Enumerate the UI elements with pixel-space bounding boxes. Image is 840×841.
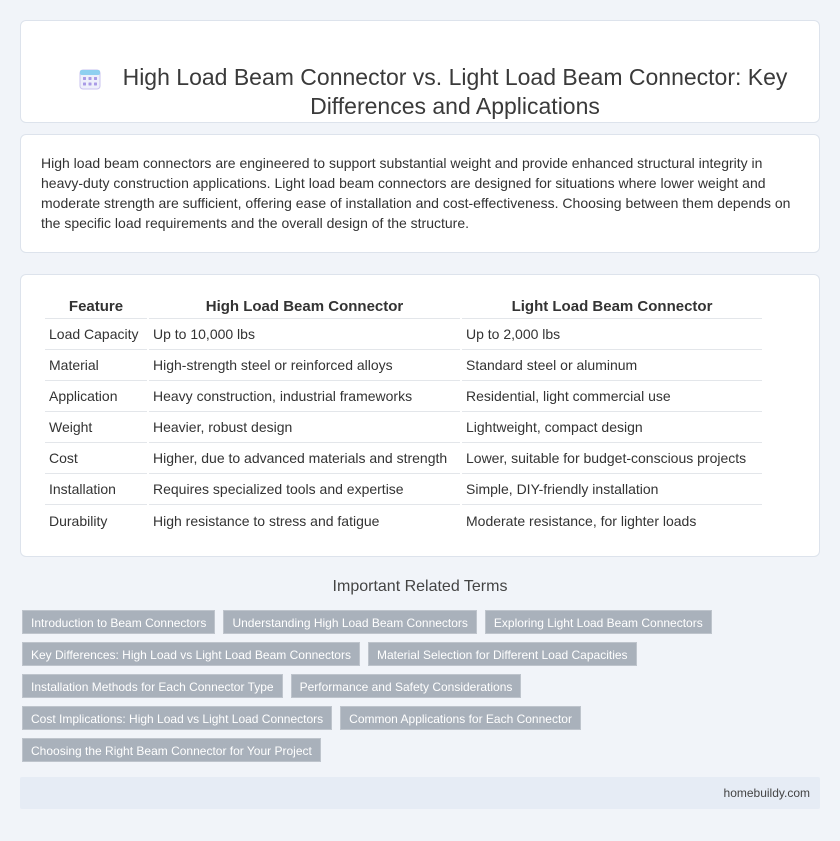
- calendar-grid-icon: [79, 68, 101, 90]
- comparison-table: [43, 295, 764, 536]
- related-term-tag[interactable]: Choosing the Right Beam Connector for Your Project: [22, 738, 321, 762]
- title-card: [20, 20, 820, 123]
- table-row: [45, 443, 762, 474]
- related-term-tag[interactable]: Common Applications for Each Connector: [340, 706, 581, 730]
- intro-paragraph: High load beam connectors are engineered to support substantial weight and provide enhanced structural integrity in heavy-duty construction applications. Light load beam connectors are designed for situations where lower weight and moderate strength are sufficient, offering ease of installation and cost-effectiveness. Choosing between them depends on the specific load requirements and the overall design of the structure.: [41, 155, 791, 231]
- light-load-cell: Residential, light commercial use: [462, 381, 762, 412]
- related-term-tag[interactable]: Material Selection for Different Load Capacities: [368, 642, 637, 666]
- header-light-load: Light Load Beam Connector: [462, 295, 762, 319]
- related-term-tag[interactable]: Exploring Light Load Beam Connectors: [485, 610, 712, 634]
- table-row: [45, 474, 762, 505]
- related-term-tag[interactable]: Understanding High Load Beam Connectors: [223, 610, 476, 634]
- light-load-cell: Lower, suitable for budget-conscious projects: [462, 443, 762, 474]
- high-load-cell: Heavier, robust design: [149, 412, 460, 443]
- related-terms-list: [22, 610, 722, 762]
- light-load-cell: Moderate resistance, for lighter loads: [466, 512, 697, 529]
- feature-cell: Load Capacity: [45, 319, 147, 350]
- light-load-cell: Lightweight, compact design: [462, 412, 762, 443]
- feature-cell: Application: [45, 381, 147, 412]
- footer: [20, 777, 820, 809]
- feature-cell: Cost: [45, 443, 147, 474]
- high-load-cell: Up to 10,000 lbs: [149, 319, 460, 350]
- feature-cell: Material: [45, 350, 147, 381]
- related-term-tag[interactable]: Cost Implications: High Load vs Light Load Connectors: [22, 706, 332, 730]
- light-load-cell: Up to 2,000 lbs: [462, 319, 762, 350]
- related-term-tag[interactable]: Key Differences: High Load vs Light Load Beam Connectors: [22, 642, 360, 666]
- header-high-load: High Load Beam Connector: [149, 295, 460, 319]
- high-load-cell: Higher, due to advanced materials and strength: [149, 443, 460, 474]
- table-row: [45, 381, 762, 412]
- page-title: High Load Beam Connector vs. Light Load Beam Connector: Key Differences and Applications: [122, 64, 788, 119]
- related-term-tag[interactable]: Installation Methods for Each Connector Type: [22, 674, 283, 698]
- table-row: [45, 505, 762, 536]
- footer-site-link[interactable]: homebuildy.com: [723, 786, 810, 800]
- light-load-cell: Simple, DIY-friendly installation: [462, 474, 762, 505]
- table-row: [45, 412, 762, 443]
- high-load-cell: Requires specialized tools and expertise: [149, 474, 460, 505]
- related-term-tag[interactable]: Performance and Safety Considerations: [291, 674, 522, 698]
- feature-cell: Weight: [45, 412, 147, 443]
- intro-card: [20, 134, 820, 253]
- comparison-card: [20, 274, 820, 557]
- light-load-cell: Standard steel or aluminum: [462, 350, 762, 381]
- table-header-row: [45, 295, 762, 319]
- table-row: [45, 319, 762, 350]
- feature-cell: Durability: [49, 512, 108, 529]
- high-load-cell: Heavy construction, industrial frameworks: [149, 381, 460, 412]
- related-terms-heading: Important Related Terms: [332, 578, 508, 595]
- table-row: [45, 350, 762, 381]
- high-load-cell: High-strength steel or reinforced alloys: [149, 350, 460, 381]
- related-term-tag[interactable]: Introduction to Beam Connectors: [22, 610, 215, 634]
- feature-cell: Installation: [45, 474, 147, 505]
- table-body: [45, 319, 762, 536]
- high-load-cell: High resistance to stress and fatigue: [153, 512, 380, 529]
- header-feature: Feature: [45, 295, 147, 319]
